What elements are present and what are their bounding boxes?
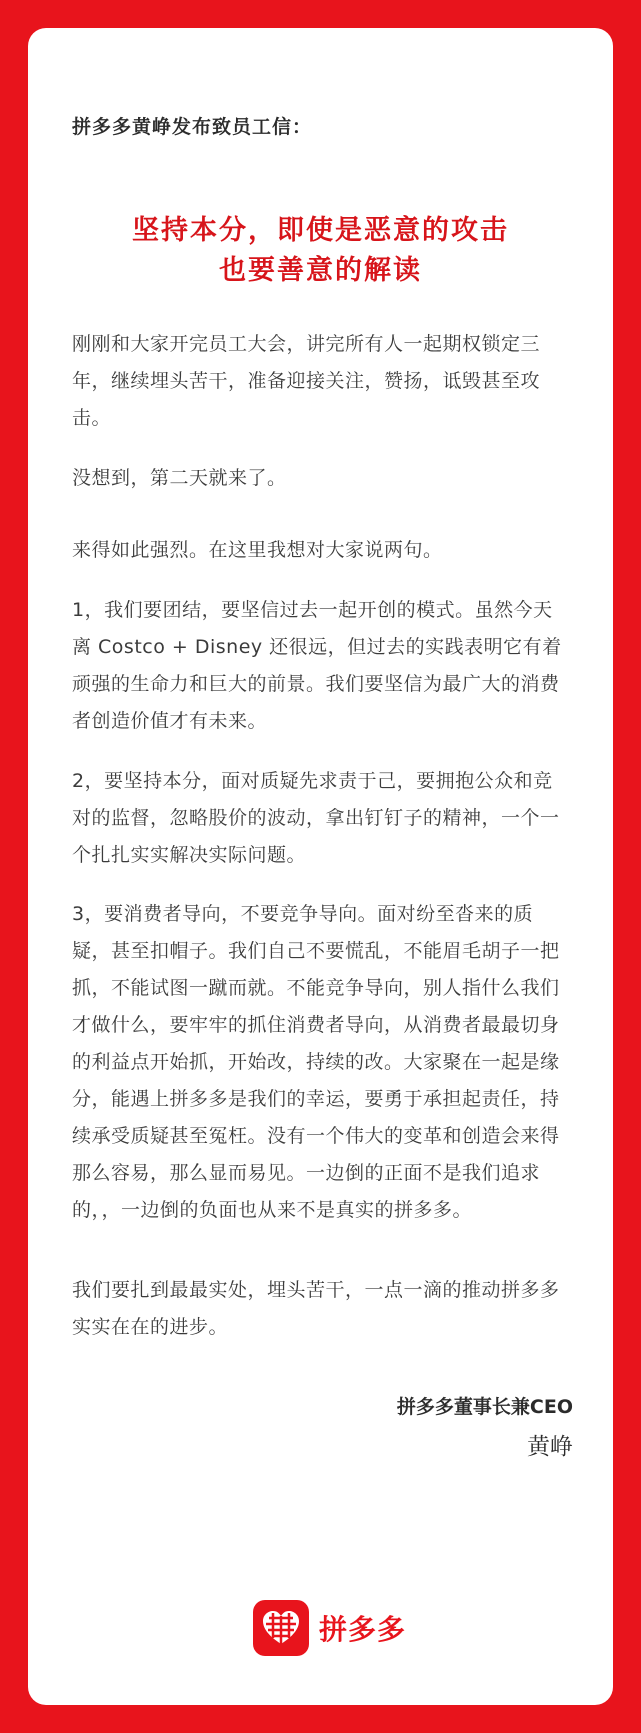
letter-heading: 拼多多黄峥发布致员工信： <box>72 116 313 138</box>
signature-name: 黄峥 <box>527 1434 573 1460</box>
paragraph: 我们要扎到最最实处，埋头苦干，一点一滴的推动拼多多实实在在的进步。 <box>72 1279 560 1338</box>
paragraph: 3，要消费者导向，不要竞争导向。面对纷至沓来的质疑，甚至扣帽子。我们自己不要慌乱，不能眉毛胡子一把抓，不能试图一蹴而就。不能竞争导向，别人指什么我们才做什么，要牢牢的抓住消费者导向，从消费者最最切身的利益点开始抓，开始改，持续的改。大家聚在一起是缘分，能遇上拼多多是我们的幸运，要勇于承担起责任，持续承受质疑甚至冤枉。没有一个伟大的变革和创造会来得那么容易，那么显而易见。一边倒的正面不是我们追求的，，一边倒的负面也从来不是真实的拼多多。 <box>72 903 560 1221</box>
paragraph: 1，我们要团结，要坚信过去一起开创的模式。虽然今天离 Costco + Disney 还很远，但过去的实践表明它有着顽强的生命力和巨大的前景。我们要坚信为最广大的消费者创造价值才有未来。 <box>72 599 562 732</box>
paragraph: 刚刚和大家开完员工大会，讲完所有人一起期权锁定三年，继续埋头苦干，准备迎接关注，赞扬，诋毁甚至攻击。 <box>72 333 541 429</box>
brand-logo <box>253 1600 406 1656</box>
heart-grid-icon <box>253 1600 309 1656</box>
paragraph: 2，要坚持本分，面对质疑先求责于己，要拥抱公众和竞对的监督，忽略股价的波动，拿出钉钉子的精神，一个一个扎扎实实解决实际问题。 <box>72 770 560 866</box>
signature-role: 拼多多董事长兼CEO <box>396 1396 573 1418</box>
letter-title-line-2: 也要善意的解读 <box>219 255 422 286</box>
paragraph: 来得如此强烈。在这里我想对大家说两句。 <box>72 539 443 561</box>
letter-title-line-1: 坚持本分，即使是恶意的攻击 <box>132 215 509 246</box>
paragraph: 没想到，第二天就来了。 <box>72 467 287 489</box>
logo-text: 拼多多 <box>319 1613 407 1646</box>
